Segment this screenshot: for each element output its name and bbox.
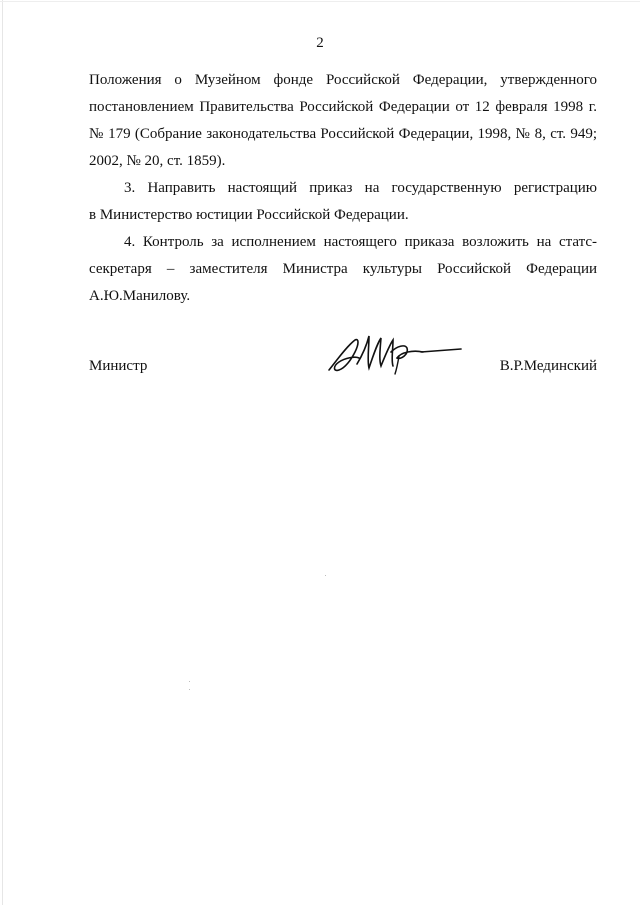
text-line: А.Ю.Манилову. — [89, 288, 191, 304]
text-line: в Министерство юстиции Российской Федерации. — [89, 207, 409, 223]
handwritten-signature — [325, 330, 465, 376]
page-number: 2 — [316, 35, 324, 51]
text-line: 4. Контроль за исполнением настоящего приказа возложить на статс- — [124, 234, 597, 250]
paragraph-continuation — [89, 67, 597, 175]
scan-edge-line-top — [0, 1, 640, 2]
scan-speck — [325, 575, 326, 576]
text-line: постановлением Правительства Российской Федерации от 12 февраля 1998 г. — [89, 99, 597, 115]
signatory-position: Министр — [89, 358, 148, 374]
text-line: 2002, № 20, ст. 1859). — [89, 153, 226, 169]
text-line: 3. Направить настоящий приказ на государственную регистрацию — [124, 180, 597, 196]
scan-edge-line — [2, 0, 3, 905]
text-line: Положения о Музейном фонде Российской Федерации, утвержденного — [89, 72, 597, 88]
paragraph-item-4 — [89, 229, 597, 310]
scan-speck — [189, 689, 190, 690]
scan-speck — [189, 681, 190, 682]
signature-block — [89, 330, 597, 390]
text-line: секретаря – заместителя Министра культуры Российской Федерации — [89, 261, 597, 277]
paragraph-item-3 — [89, 175, 597, 229]
text-line: № 179 (Собрание законодательства Российской Федерации, 1998, № 8, ст. 949; — [89, 126, 597, 142]
signatory-name: В.Р.Мединский — [499, 358, 597, 374]
